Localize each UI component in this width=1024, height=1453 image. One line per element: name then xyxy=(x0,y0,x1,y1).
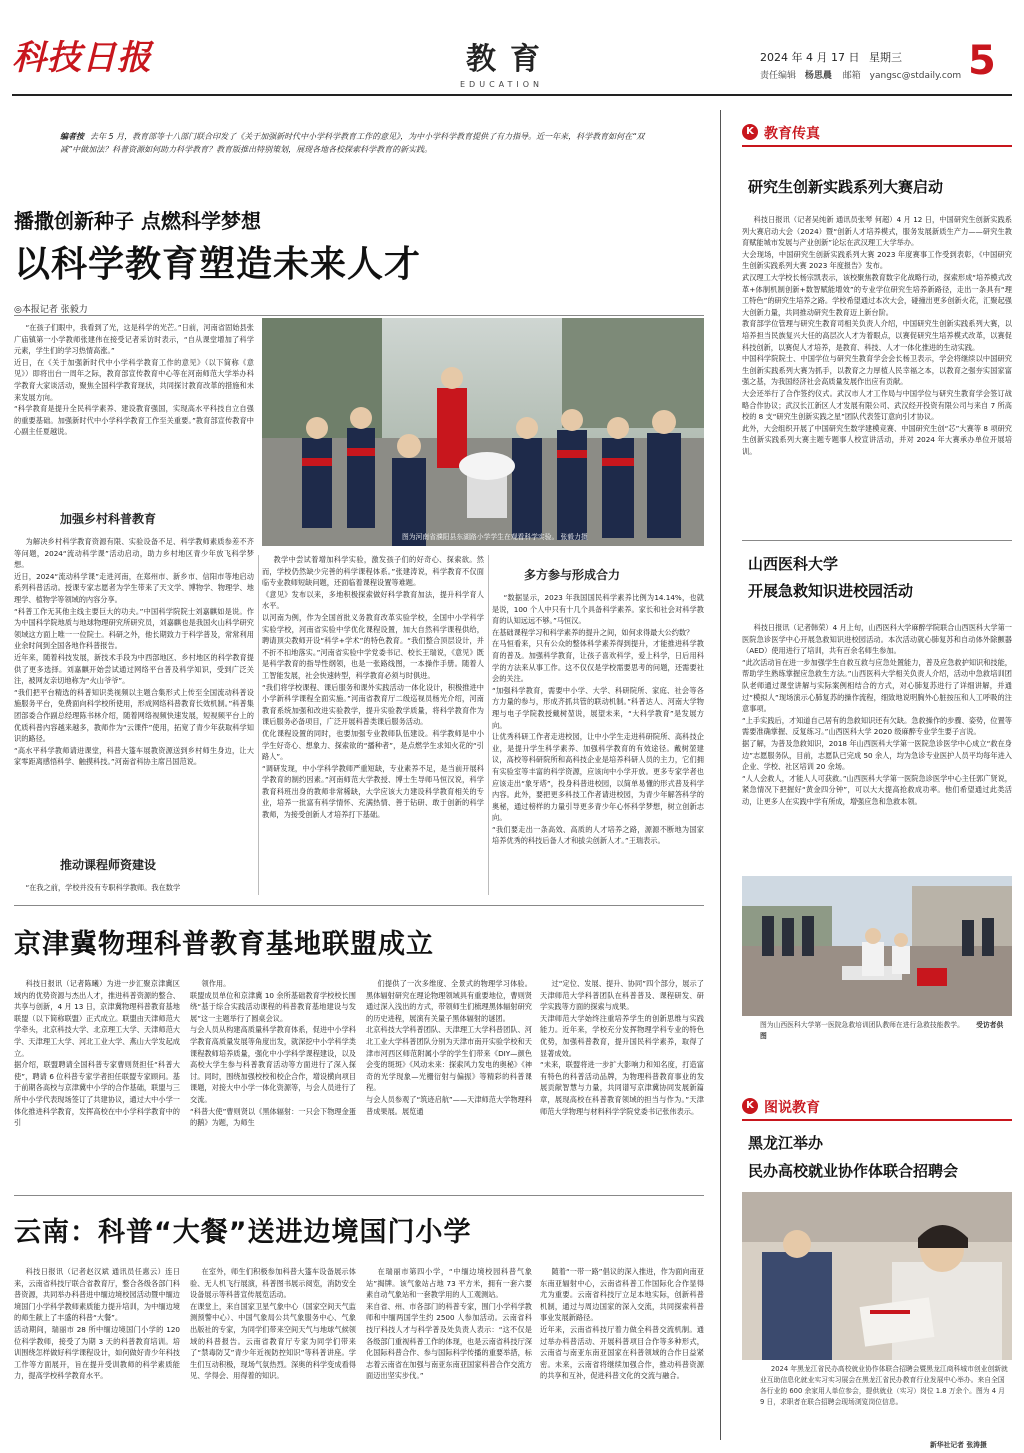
lead-photo-illustration xyxy=(262,318,704,546)
lead-byline-rule xyxy=(14,315,704,316)
sidebar-story2-rule xyxy=(742,540,1012,541)
masthead-rule xyxy=(12,94,1012,96)
section-name-en: EDUCATION xyxy=(460,80,544,89)
lead-col1c-text: “在我之前，学校并没有专职科学教师。我在数学 xyxy=(25,883,181,892)
story2-headline: 京津冀物理科普教育基地联盟成立 xyxy=(14,929,434,960)
lead-headline: 以科学教育塑造未来人才 xyxy=(14,244,422,285)
sidebar-story3-photo xyxy=(742,1192,1012,1360)
sidebar-story2-credit: 受访者供图 xyxy=(760,1021,1004,1040)
editor-label: 责任编辑 xyxy=(760,71,797,81)
sidebar-story3-credit: 新华社记者 张涛摄 xyxy=(930,1441,987,1449)
sidebar-story3-caption xyxy=(760,1364,1010,1440)
issue-date xyxy=(760,49,902,65)
sidebar-story2-caption-text: 图为山西医科大学第一医院急救培训团队教师在进行急救技能教学。 xyxy=(760,1021,964,1029)
cpr-training-illustration xyxy=(742,876,1012,1016)
editor-line xyxy=(760,68,961,81)
sidebar-story2-caption xyxy=(760,1020,1010,1042)
editor-name: 杨思晨 xyxy=(804,71,832,81)
story2-top-rule xyxy=(14,905,704,906)
sidebar-story3-caption-text: 2024 年黑龙江省民办高校就业协作体联合招聘会暨黑龙江商科城市创业创新就业互助信息化就业实习实习展会在黑龙江省民办教育行业发展中心举办。来自全国各行业的 600 余家用人单位参会，提供就业（实习）岗位 1.8 万余个。图为 4 月 9 日，求职者在联合招聘会现场浏览岗位信息。 xyxy=(760,1365,1008,1406)
weekday-text: 星期三 xyxy=(868,51,902,64)
sidebar-story1-text: 科技日报讯（记者吴纯新 通讯员张琴 何超）4 月 12 日，中国研究生创新实践系列大赛启动大会（2024）暨“创新人才培养模式，服务发展新质生产力——研究生教育赋能城市发展与产业创新”论坛在武汉理工大学举办。 大会现场，中国研究生创新实践系列大赛 2023 年度赛事工作受到表彰，《中国研究生创新实践系列大赛 2023 年度报告》发布。 武汉理工大学校长杨宗凯表示，该校聚焦教育数字化战略行动，探索形成“培养模式改革+体制机制创新+数智赋能增效”的专业学位研究生培养新路径，走出一条具有“理工特色”的研究生培养之路。学校希望通过本次大会，碰撞出更多创新火花，汇聚起强大创新力量，共同推动研究生教育迈上新台阶。 教育部学位管理与研究生教育司相关负责人介绍，中国研究生创新实践系列大赛，以培养担当民族复兴大任的高层次人才为着眼点，以赛促研究生培养模式改革，以赛促科技创新，以赛促人才培养，是教育、科技、人才一体化推进的生动实践。 中国科学院院士、中国学位与研究生教育学会会长杨卫表示，学会将继续以中国研究生创新实践系列大赛为抓手，以教育之力厚植人民幸福之本，以教育之强夯实国家富强之基，为我国经济社会高质量发展作出应有贡献。 大会还举行了合作签约仪式。武汉市人才工作局与中国学位与研究生教育学会签订战略合作协议；武汉长江新区人才发展有限公司、武汉经开投资有限公司与来自 7 所高校的 8 支“研究生创新实践之星”团队代表签订意向引才协议。 此外，大会组织开展了中国研究生数学建模竞赛、中国研究生创“芯”大赛等 8 项研究生创新实践系列大赛主题专题事人校宣讲活动，并对 2024 年大赛承办单位开展培训。 xyxy=(742,215,1012,456)
main-sidebar-divider xyxy=(720,110,721,1440)
lead-subhead-2: 推动课程师资建设 xyxy=(60,858,157,872)
story2-col1: 科技日报讯（记者陈曦）为进一步汇聚京津冀区域内的优势资源与杰出人才，推进科普资源的整合、共享与创新，4 月 13 日，京津冀物理科普教育基地联盟（以下简称联盟）正式成立。联盟由天津师范大学牵头，北京科技大学、北京理工大学、天津师范大学、天津理工大学、河北工业大学、燕山大学发起成立。 据介绍，联盟聘请全国科普专家曹则贤担任“科普大使”，聘请 6 位科普专家学者担任联盟专家顾问。基于前期各高校与京津冀中小学的合作基础，联盟与三所中小学代表现场签订了共建协议，通过大中小学一体化推进科学教育，发挥高校在中小学科学教育中的引 xyxy=(14,979,180,1128)
lead-photo xyxy=(262,318,704,546)
sidebar-story2-headline-2: 开展急救知识进校园活动 xyxy=(748,582,914,600)
section-name: 教育 xyxy=(466,42,554,77)
lead-col-divider-2 xyxy=(488,555,489,895)
lead-kicker: 播撒创新种子 点燃科学梦想 xyxy=(14,209,261,233)
newspaper-logo: 科技日报 xyxy=(12,38,152,78)
story2-col2: 领作用。 联盟成员单位和京津冀 10 余所基础教育学校校长围绕“基于综合实践活动课程的科普教育基地建设与发展”这一主题举行了圆桌会议。 与会人员从构建高质量科学教育体系，促进中小学科学教育高质量发展等角度出发，就深挖中小学科学类课程教师培养质量，强化中小学科学课程建设，以及高校大学生参与科普教育活动等方面进行了深入探讨。同时，围绕加强校校和校企合作，增设横向项目课题，对接大中小学一体化资源等，与会人员进行了交流。 “科普大使”曹则贤以《黑体辐射：一只会下物理金蛋的鹅》为题，为师生 xyxy=(190,979,356,1128)
lead-col-divider-1 xyxy=(258,555,259,895)
story3-col1: 科技日报讯（记者赵汉斌 通讯员任惠云）连日来，云南省科技厅联合省教育厅，整合各级各部门科普资源，共同举办科普进中缅边境校园活动暨中缅边境国门小学科学教师素质能力提升培训，为中缅边境的师生献上了丰盛的科普“大餐”。 活动期间，瑞丽市 28 所中缅边境国门小学的 120 位科学教师，接受了为期 3 天的科普教育培训。培训围绕怎样做好科学课程设计，如何做好青少年科技工作等方面展开，旨在提升受训教师的科学素质能力，提高学校科学教育水平。 xyxy=(14,1267,180,1381)
lead-byline: ◎本报记者 张毅力 xyxy=(14,305,88,315)
section-badge-icon: K xyxy=(742,124,758,140)
story3-col3: 在瑞丽市第四小学，“中缅边境校园科普气象站”揭牌。该气象站占地 73 平方米，拥有一套六要素自动气象站和一套教学用的人工观测站。 来自省、州、市各部门的科普专家，围门小学科学教师和中缅两国学生约 2500 人参加活动。云南省科技厅科技人才与科学普及处负责人表示：“这不仅是各级部门重视科普工作的体现，也是云南省科技厅深化国际科普合作、参与国际科学传播的重要举措，标志着云南省在加强与南亚东南亚国家科普合作交流方面迈出坚实步伐。” xyxy=(366,1267,532,1381)
story3-col4: 随着“一带一路”倡议的深入推进，作为面向南亚东南亚辐射中心，云南省科普工作国际化合作显得尤为重要。云南省科技厅立足本地实际，创新科普机制，通过与周边国家的深入交流，共同探索科普事业发展新路径。 近年来，云南省科技厅着力做全科普交流机制。通过举办科普活动、开展科普项目合作等多种形式，云南省与南亚东南亚国家在科普领域的合作日益紧密。未来，云南省将继续加强合作，推动科普资源的共享和互补，促进科普文化的交流与融合。 xyxy=(540,1267,704,1381)
email-address: yangsc@stdaily.com xyxy=(869,71,962,81)
editor-note-text: 去年 5 月，教育部等十八部门联合印发了《关于加强新时代中小学科学教育工作的意见》，为中小学科学教育提供了有力指导。近一年来，科学教育如何在“双减”中做加法？科普资源如何助力科学教育？教育版推出特别策划，展现各地各校探索科学教育的新实践。 xyxy=(60,132,645,154)
lead-col3-text: “数据显示，2023 年我国国民科学素养比例为14.14%，也就是说，100 个人中只有十几个具备科学素养。家长和社会对科学教育的认知远远不够。”马恒汉。 在基础课程学习和科学素养的提升之间，如何求得最大公约数？ 在马恒看来，只有公众的整体科学素养得到提升，才能推进科学教育的普及。加强科学教育，让孩子喜欢科学，爱上科学，日后用科学的方法来从事工作。这不仅仅是学校需要思考的问题，还需要社会的关注。 “加强科学教育，需要中小学、大学、科研院所、家庭、社会等各方力量的参与，形成齐抓共管的联动机制。”科普达人、河南大学物理与电子学院教授戴树堃说，展望未来，“大科学教育”是发展方向。 让优秀科研工作者走进校园，让中小学生走进科研院所、高科技企业，是提升学生科学素养、加强科学教育的有效途径。戴树堃建议，高校等科研院所和高科技企业是培养科研人员的主力，它们拥有实验室等丰富的科学资源，应该向中小学开放。更多专家学者也应该走出“象牙塔”，投身科普进校园，以简单易懂的形式普及科学内容。此外，要把更多科技工作者请进校园，为青少年解答科学的奥秘，通过榜样的力量引导更多青少年心怀科学梦想，树立创新志向。 “我们要走出一条高效、高质的人才培养之路，源源不断地为国家培养优秀的科技后备人才和拔尖创新人才。”王瑞表示。 xyxy=(492,593,704,846)
story3-headline: 云南：科普“大餐”送进边境国门小学 xyxy=(14,1217,472,1248)
lead-col2-text: 教学中尝试着增加科学实验，激发孩子们的好奇心、探索欲。然而，学校仍然缺少完善的科学课程体系。”张建涛说，科学教育不仅面临专业教师短缺问题，还面临着课程设置等难题。 《意见》发布以来，多地积极探索做好科学教育加法，提升科学育人水平。 以河南为例，作为全国首批义务教育改革实验学校，全国中小学科学实验学校，河南省实验中学优化课程设置，加大自然科学课程供给，聘请顶尖教师开设“科学+学术”的特色教育。“我们整合顶层设计，并不折不扣地落实。”河南省实验中学党委书记、校长王瑞说，《意见》既是科学教育的指导性纲领，也是一张路线图，一本操作手册。随着人工智能发展，社会快速转型，科学教育必须与时俱进。 “我们将学校课程、课后服务和课外实践活动一体化设计，积极推进中小学新科学课程全面实施。”河南省教育厅二级巡视员杨光介绍，河南教育系统加强和改进实验教学，提升实验教学质量，将科学教育作为课后服务必备项目，广泛开展科普类课后服务活动。 优化课程设置的同时，也要加强专业教师队伍建设。科学教师是中小学生好奇心、想象力、探索欲的“播种者”，是点燃学生求知火花的“引路人”。 “调研发现，中小学科学教师严重短缺，专业素养不足，是当前开展科学教育的制约因素。”河南师范大学教授、博士生导师马恒汉说，科学教育科班出身的教师非常稀缺，大学应该大力建设科学教育相关的专业，培养一批富有科学情怀、充满热情、善于钻研、敢于创新的科学教师，为接受创新人才培养打下基础。 xyxy=(262,555,484,820)
lead-photo-caption: 图为河南省濮阳县东湖路小学学生在观看科学实验。 张毅力摄 xyxy=(402,533,588,541)
sidebar-story2-text: 科技日报讯（记者韩荣）4 月上旬，山西医科大学麻醉学院联合山西医科大学第一医院急诊医学中心开展急救知识进校园活动。本次活动就心肺复苏和自动体外除颤器（AED）使用进行了培训，共有百余名师生参加。 “此次活动旨在进一步加强学生自救互救与应急处置能力，普及应急救护知识和技能，帮助学生熟练掌握应急救生方法。”山西医科大学相关负责人介绍，活动中急救培训团队老师通过课堂讲解与实际案例相结合的方式，对心肺复苏进行了详细讲解，并通过“模拟人”现场演示心肺复苏的操作流程，细致地说明胸外心脏按压和人工呼吸的注意事项。 “上手实践后，才知道自己居有的急救知识还有欠缺。急救操作的步骤、姿势，位置等需要准确掌握、反复练习。”山西医科大学 2020 级麻醉专业学生要子言说。 据了解，为普及急救知识，2018 年山西医科大学第一医院急诊医学中心成立“救在身边”志愿服务队，目前，志愿队已完成 50 余人，均为急诊专业医护人员平均每年进入企业、学校、社区培训 20 余场。 “人人会救人，才能人人可获救。”山西医科大学第一医院急诊医学中心主任郭广贤说，紧急情况下把握好“黄金四分钟”，可以大大提高抢救成功率。他们希望通过此类活动，让更多人在实践中学有所成，增强应急和急救本领。 xyxy=(742,623,1012,806)
sidebar-section-1-rule xyxy=(742,145,1012,147)
sidebar-story3-headline-1: 黑龙江举办 xyxy=(748,1134,824,1152)
section-badge-icon-2: K xyxy=(742,1098,758,1114)
sidebar-story2-headline-1: 山西医科大学 xyxy=(748,555,839,573)
editor-note-label: 编者按 xyxy=(60,132,84,141)
lead-subhead-1: 加强乡村科普教育 xyxy=(60,512,157,526)
page-number: 5 xyxy=(968,38,996,84)
job-fair-illustration xyxy=(742,1192,1012,1360)
lead-col1-text: “在孩子们眼中，我看到了光，这是科学的光芒。”日前，河南省固始县张广庙镇第一小学教师张建伟在接受记者采访时表示，“自从课堂增加了科学元素，学生们的学习热情高涨。” 近日，在《关于加强新时代中小学科学教育工作的意见》（以下简称《意见》）即将出台一周年之际，教育部宣传教育中心等在河南师范大学举办科学教育大家谈活动，聚焦全国科学教育现状，共同探讨教育改革的措施和未来发展方向。 “科学教育是提升全民科学素养、建设教育强国，实现高水平科技自立自强的重要基础。加强新时代中小学科学教育工作至关重要。”教育部宣传教育中心副主任夏越说。 xyxy=(14,323,254,437)
story3-top-rule xyxy=(14,1195,704,1196)
sidebar-story2-photo xyxy=(742,876,1012,1016)
email-label: 邮箱 xyxy=(842,71,861,81)
story2-col4: 过“定位、发展、提升、协同”四个部分，展示了天津师范大学科普团队在科普普及、课程研发、研学实践等方面的探索与成果。 天津师范大学始终注重培养学生的创新思维与实践能力。近年来，学校充分发挥物理学科专业的特色优势，加强科普教育，提升国民科学素养，取得了显著成效。 “未来，联盟将进一步扩大影响力和知名度，打造富有特色的科普活动品牌，为物理科普教育事业的发展贡献智慧与力量，共同谱写京津冀协同发展新篇章，展现高校在科普教育领域的担当与作为。”天津师范大学物理与材料科学学院党委书记张伟表示。 xyxy=(540,979,704,1116)
sidebar-section-2-rule xyxy=(742,1119,1012,1121)
lead-col1b-text: 为解决乡村科学教育资源有限、实验设备不足、科学教师素质参差不齐等问题，2024“流动科学课”活动启动，助力乡村地区青少年放飞科学梦想。 近日，2024“流动科学课”走进河南，在郑州市、新乡市、信阳市等地启动系列科普活动。授课专家志愿者为学生带来了天文学、博物学、物理学、地理学、植物学等领域的内容分享。 “科普工作无其他主线主要巨大的功夫。”中国科学院院士刘嘉麒如是说。作为中国科学院地质与地球物理研究所研究员，刘嘉麒也是我国火山科学研究领域这方面上唯一一位院士。科研之外，他长期致力于科学普及，常常利用业余时间到全国各地作科普报告。 近年来，随着科技发展，新技术手段为中西部地区、乡村地区的科学教育提供了更多选择。刘嘉麒开始尝试通过网络平台普及科学知识，受到广泛关注，被网友亲切地称为“火山爷爷”。 “我们把平台精选的科普知识类视频以主题合集形式上传至全国流动科普设施服务平台，免费面向科学校所使用，形成网络科普教育长效机制。”科普集团部委合作副总经理陈书林介绍，随着网络视频快速发展，短视频平台上的优质科普内容越来越多，教师作为“云课件”使用，拓宽了青少年获取科学知识的路径。 “高水平科学教师请进课堂，科普大篷车展教资源送到乡村师生身边，让大家零距离感悟科学、触摸科技。”河南省科协主席吕国范说。 xyxy=(14,537,254,767)
sidebar-section-1-title: 教育传真 xyxy=(764,126,820,142)
story2-col3: 们提供了一次多维度、全景式的物理学习体验。黑体辐射研究在理论物理领域具有重要地位，曹则贤通过深入浅出的方式，带领师生们梳理黑体辐射研究的历史进程，展演有关量子黑体辐射的谜团。 北京科技大学科普团队、天津理工大学科普团队、河北工业大学科普团队分别为天津市南开实验学校和天津市河西区师范附属小学的学生们带来《DIY—颜色会变的斑斑》《风动未来：探索风力发电的奥秘》《神奇的光学现象—光栅衍射与偏振》等精彩的科普课程。 与会人员参观了“筑迹启航”——天津师范大学物理科普成果展。展览通 xyxy=(366,979,532,1116)
story3-col2: 在室外，师生们积极参加科普大篷车设备展示体验、无人机飞行展演，科普图书展示阅览，消防安全设备展示等科普宣传展览活动。 在课堂上，来自国家卫星气象中心（国家空间天气监测预警中心）、中国气象局公共气象服务中心、气象出版社的专家，为同学们带来空间天气与地球气候领域的科普报告。云南省教育厅专家为同学们带来了“禁毒防艾”青少年近视防控知识”等科普讲座。学生们互动积极，现场气氛热烈。深奥的科学变成看得见、学得会、用得着的知识。 xyxy=(190,1267,356,1381)
date-text: 2024 年 4 月 17 日 xyxy=(760,51,860,64)
editor-note xyxy=(60,130,655,156)
lead-subhead-3: 多方参与形成合力 xyxy=(524,568,621,582)
sidebar-section-2-title: 图说教育 xyxy=(764,1100,820,1116)
sidebar-story3-headline-2: 民办高校就业协作体联合招聘会 xyxy=(748,1162,959,1180)
sidebar-story1-headline: 研究生创新实践系列大赛启动 xyxy=(748,178,944,196)
